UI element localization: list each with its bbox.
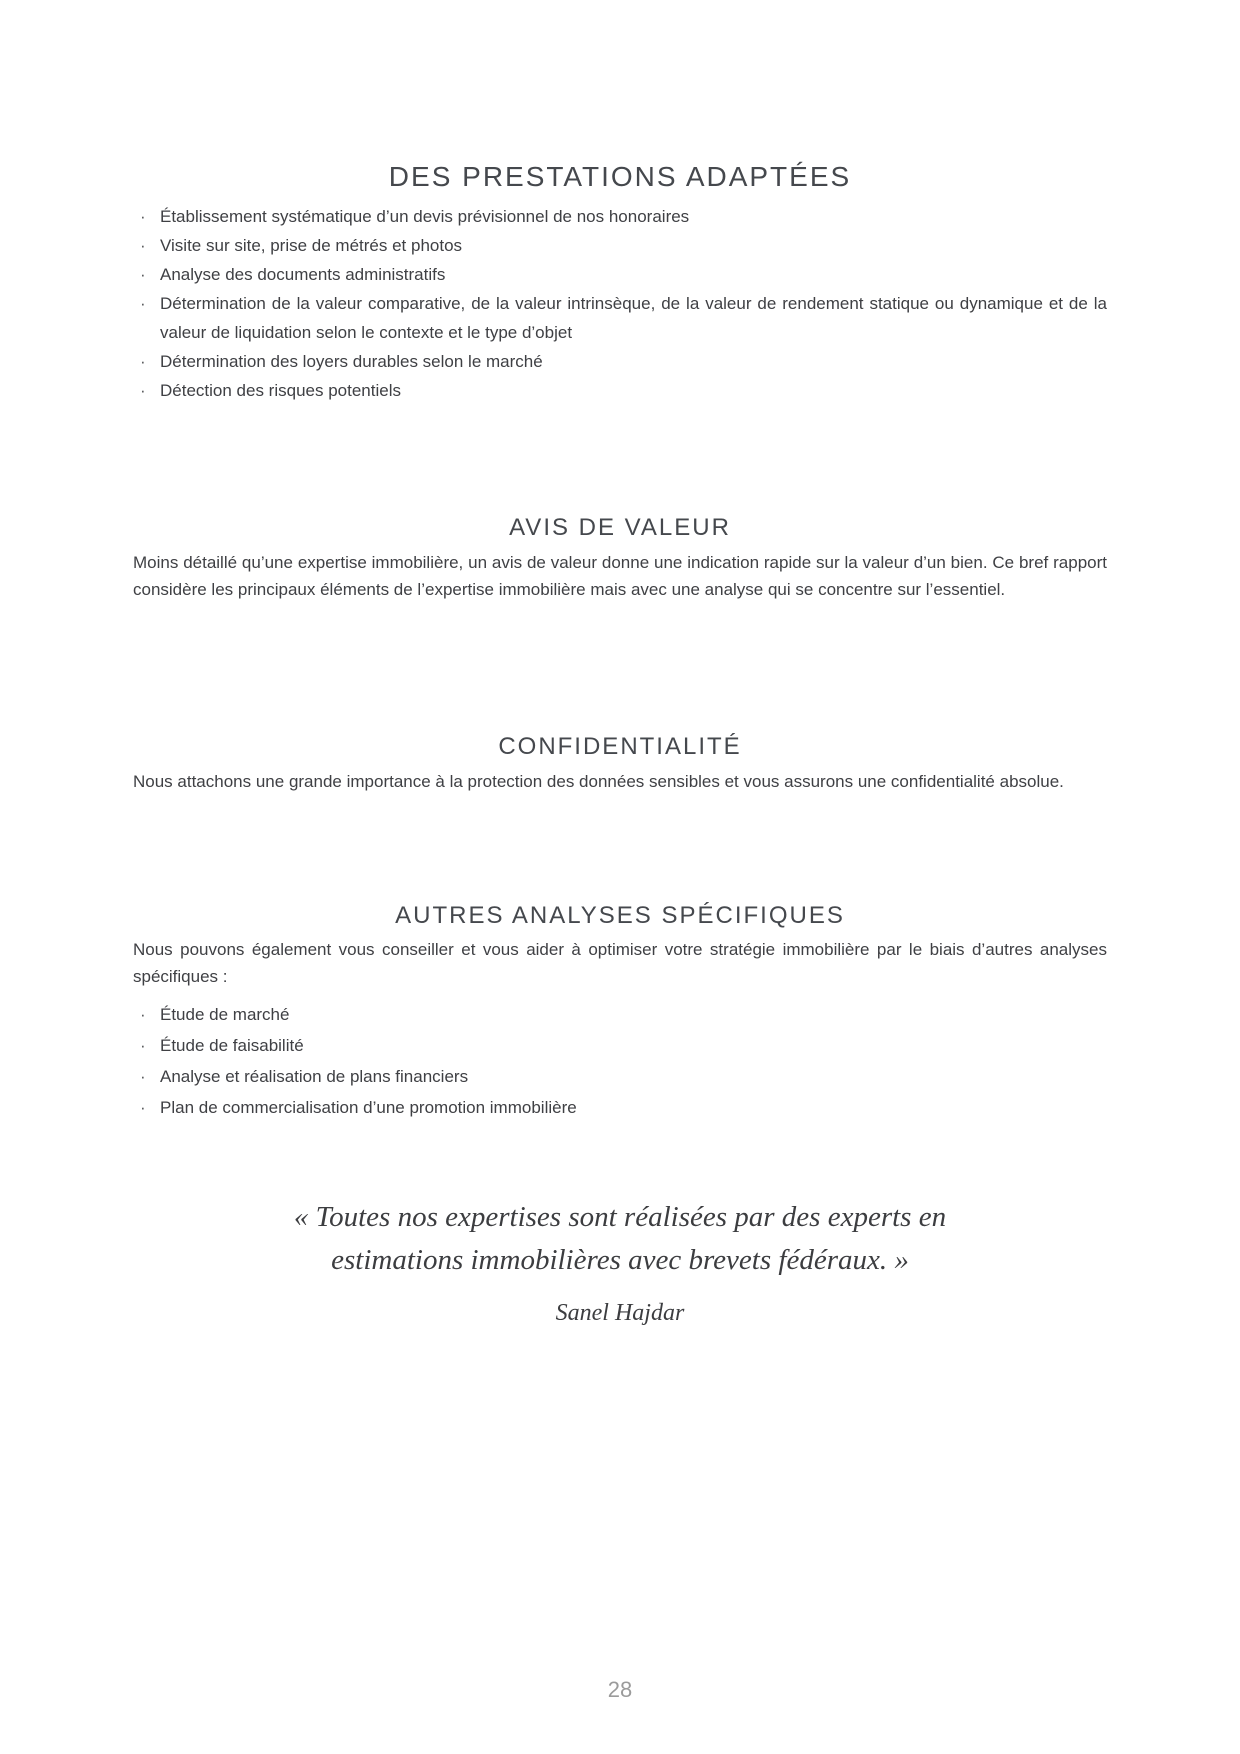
pull-quote-line: « Toutes nos expertises sont réalisées par des experts en [293,1201,947,1233]
list-item: · Analyse des documents administratifs [133,260,1107,289]
list-item: · Détermination des loyers durables selon le marché [133,347,1107,376]
pull-quote-author: Sanel Hajdar [555,1300,685,1326]
section-title-autres-analyses: AUTRES ANALYSES SPÉCIFIQUES [395,901,845,929]
list-item: · Détection des risques potentiels [133,376,1107,405]
list-item: · Visite sur site, prise de métrés et photos [133,231,1107,260]
page-number: 28 [607,1677,633,1702]
pull-quote [0,1196,1240,1282]
section-title-prestations: DES PRESTATIONS ADAPTÉES [388,160,852,192]
paragraph-confidentialite: Nous attachons une grande importance à la protection des données sensibles et vous assurons une confidentialité absolue. [133,772,1064,791]
bullet-list-autres-analyses [133,999,1107,1123]
paragraph-avis-de-valeur: Moins détaillé qu’une expertise immobilière, un avis de valeur donne une indication rapide sur la valeur d’un bien. Ce bref rapport considère les principaux éléments de l’expertise immobilière mais avec une analyse qui se concentre sur l’essentiel. [133,553,1107,599]
section-title-confidentialite: CONFIDENTIALITÉ [498,732,742,760]
list-item: · Détermination de la valeur comparative, de la valeur intrinsèque, de la valeur de rendement statique ou dynamique et de la valeur de liquidation selon le contexte et le type d’objet [133,289,1107,347]
section-title-avis-de-valeur: AVIS DE VALEUR [509,513,731,541]
list-item: · Analyse et réalisation de plans financiers [133,1061,1107,1092]
paragraph-autres-analyses: Nous pouvons également vous conseiller et vous aider à optimiser votre stratégie immobilière par le biais d’autres analyses spécifiques : [133,940,1107,986]
bullet-list-prestations [133,202,1107,405]
list-item: · Étude de faisabilité [133,1030,1107,1061]
list-item: · Étude de marché [133,999,1107,1030]
pull-quote-line: estimations immobilières avec brevets fédéraux. » [331,1244,909,1276]
list-item: · Plan de commercialisation d’une promotion immobilière [133,1092,1107,1123]
list-item: · Établissement systématique d’un devis prévisionnel de nos honoraires [133,202,1107,231]
